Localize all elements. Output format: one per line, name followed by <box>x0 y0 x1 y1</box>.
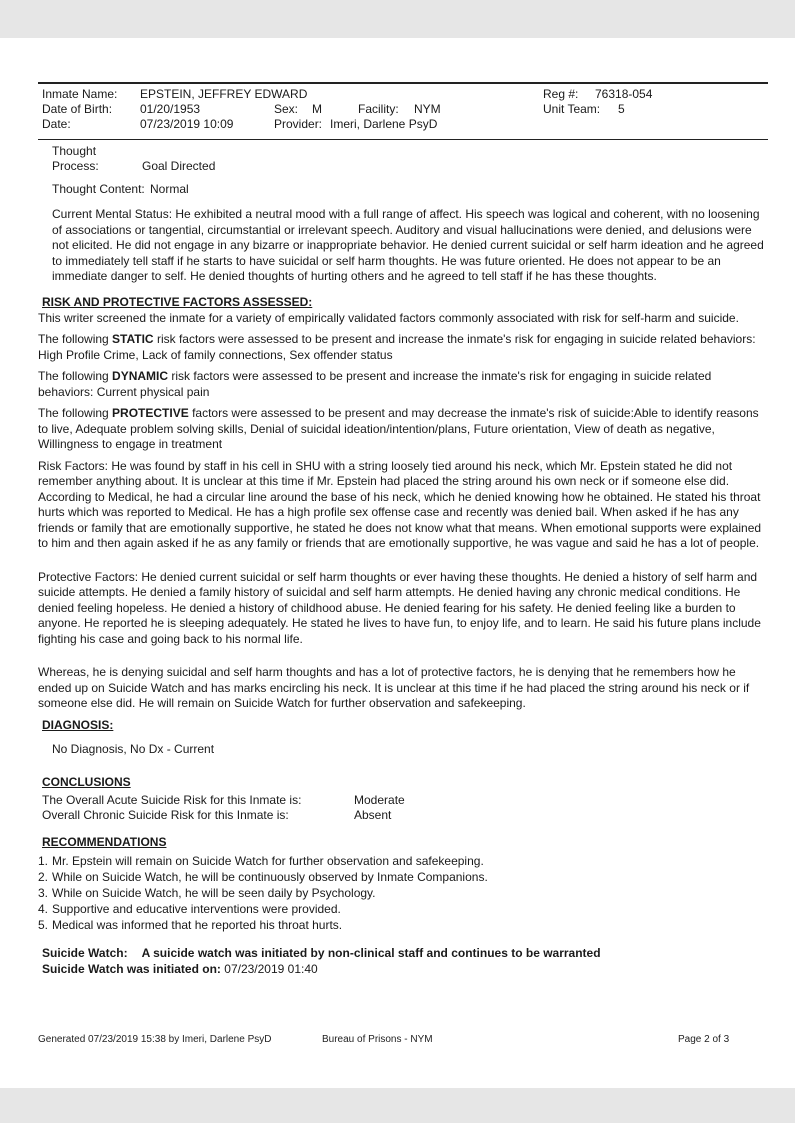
thought-content <box>52 182 768 197</box>
footer-generated: Generated 07/23/2019 15:38 by Imeri, Darlene PsyD <box>38 1034 272 1045</box>
date-value: 07/23/2019 10:09 <box>140 117 234 131</box>
acute-risk-value: Moderate <box>354 792 405 807</box>
conclusions-block <box>42 793 768 823</box>
page-footer <box>38 1034 738 1048</box>
dob-label: Date of Birth: <box>42 102 113 116</box>
protective-keyword: PROTECTIVE <box>112 406 189 420</box>
whereas-summary: Whereas, he is denying suicidal and self harm thoughts and has a lot of protective factors, he is denying that he remembers how he ended up on Suicide Watch and has marks encircling his neck. It is unclear at this time if he had placed the string around his neck or if someone else did. He will remain on Suicide Watch for further observation and safekeeping. <box>38 665 750 710</box>
risk-section-heading: RISK AND PROTECTIVE FACTORS ASSESSED: <box>42 294 313 309</box>
chronic-risk-row <box>42 808 768 823</box>
list-item: 4. Supportive and educative interventions were provided. <box>38 901 341 916</box>
unit-team-label: Unit Team: <box>543 102 601 116</box>
thought-process-value: Goal Directed <box>142 159 216 173</box>
list-item: 3. While on Suicide Watch, he will be seen daily by Psychology. <box>38 885 376 900</box>
risk-factors-narrative: Risk Factors: He was found by staff in his cell in SHU with a string loosely tied around his neck, which Mr. Epstein stated he did not remember anything about. It is unclear at this time if Mr. Epstein had placed the string around his own neck or if someone else did. According to Medical, he had a circular line around the base of his neck, which he denied knowing how he obtained. He stated his throat hurts which was reported to Medical. He has a high profile sex offense case and recently was denied bail. When asked if he has any friends or family that are emotionally supportive, he stated he does not know what that means. When emotional supports were explained to him and then again asked if he as any family or friends that are emotionally supportive, he was vague and said he has a lot of people. <box>38 458 762 550</box>
thought-content-label: Thought Content: <box>52 182 145 196</box>
thought-process-label: Thought Process: <box>52 144 99 173</box>
thought-process <box>52 144 768 174</box>
suicide-watch-initiated-line <box>42 961 768 977</box>
suicide-watch-label: Suicide Watch: <box>42 945 128 960</box>
footer-bureau: Bureau of Prisons - NYM <box>322 1034 433 1045</box>
protective-factors-list: The following PROTECTIVE factors were assessed to be present and may decrease the inmate's risk of suicide:Able to identify reasons to live, Adequate problem solving skills, Denial of suicidal ideation/intention/plans, Future orientation, View of death as negative, Willingness to engage in treatment <box>38 406 759 451</box>
recommendations-heading: RECOMMENDATIONS <box>42 834 167 849</box>
list-item: 2. While on Suicide Watch, he will be continuously observed by Inmate Companions. <box>38 869 488 884</box>
provider-value: Imeri, Darlene PsyD <box>330 117 438 131</box>
acute-risk-row <box>42 793 768 808</box>
inmate-name: EPSTEIN, JEFFREY EDWARD <box>140 87 308 101</box>
list-item: 1. Mr. Epstein will remain on Suicide Watch for further observation and safekeeping. <box>38 853 484 868</box>
scan-margin-bottom <box>0 1088 795 1123</box>
chronic-risk-value: Absent <box>354 807 392 822</box>
scan-margin-top <box>0 0 795 38</box>
dob-value: 01/20/1953 <box>140 102 201 116</box>
sex-label: Sex: <box>274 102 299 116</box>
list-item: 5. Medical was informed that he reported his throat hurts. <box>38 917 343 932</box>
diagnosis-heading: DIAGNOSIS: <box>42 717 114 732</box>
recommendations-list <box>38 853 768 933</box>
chronic-risk-label: Overall Chronic Suicide Risk for this Inmate is: <box>42 807 289 822</box>
static-keyword: STATIC <box>112 332 154 346</box>
suicide-watch-initiated-value: 07/23/2019 01:40 <box>224 961 318 976</box>
current-mental-status: Current Mental Status: He exhibited a neutral mood with a full range of affect. His speech was logical and coherent, with no loosening of associations or tangential, circumstantial or irrelevant speech. Auditory and visual hallucinations were denied, and delusions were not elicited. He did not engage in any bizarre or inappropriate behavior. He denied current suicidal or self harm ideation and he agreed to immediately tell staff if he starts to have suicidal or self harm thoughts. He was future oriented. He does not appear to be an immediate danger to self. He denied thoughts of hurting others and he agreed to tell staff if he has these thoughts. <box>52 207 764 283</box>
risk-intro: This writer screened the inmate for a variety of empirically validated factors commonly associated with risk for self-harm and suicide. <box>38 310 739 325</box>
conclusions-heading: CONCLUSIONS <box>42 774 131 789</box>
dynamic-risk-factors: The following DYNAMIC risk factors were assessed to be present and increase the inmate's risk for engaging in suicide related behaviors: Current physical pain <box>38 369 712 399</box>
thought-content-value: Normal <box>150 182 189 196</box>
inmate-header <box>38 87 768 139</box>
suicide-watch-status: A suicide watch was initiated by non-clinical staff and continues to be warranted <box>141 945 601 960</box>
sex-value: M <box>312 102 322 116</box>
protective-factors-narrative: Protective Factors: He denied current suicidal or self harm thoughts or ever having these thoughts. He denied a history of self harm and suicide attempts. He denied a family history of suicidal and self harm attempts. He denied having any chronic medical conditions. He denied feeling hopeless. He denied a history of childhood abuse. He denied fearing for his safety. He denied feeling like a burden to anyone. He reported he is sleeping adequately. He stated he lives to have fun, to enjoy life, and to learn. He said his future plans include fighting his case and going back to his normal life. <box>38 569 761 646</box>
static-risk-factors: The following STATIC risk factors were assessed to be present and increase the inmate's risk for engaging in suicide related behaviors: High Profile Crime, Lack of family connections, Sex offender status <box>38 332 756 362</box>
header-top-rule <box>38 82 768 84</box>
footer-page-number: Page 2 of 3 <box>678 1034 730 1045</box>
suicide-watch-status-line <box>42 945 768 961</box>
reg-label: Reg #: <box>543 87 579 101</box>
date-label: Date: <box>42 117 71 131</box>
suicide-watch-block <box>42 945 768 977</box>
facility-value: NYM <box>414 102 441 116</box>
reg-number: 76318-054 <box>595 87 653 101</box>
acute-risk-label: The Overall Acute Suicide Risk for this Inmate is: <box>42 792 302 807</box>
suicide-watch-initiated-label: Suicide Watch was initiated on: <box>42 961 221 976</box>
inmate-name-label: Inmate Name: <box>42 87 118 101</box>
header-bottom-rule <box>38 139 768 140</box>
document-page <box>38 82 768 977</box>
diagnosis-text: No Diagnosis, No Dx - Current <box>52 741 215 756</box>
unit-team-value: 5 <box>618 102 625 116</box>
facility-label: Facility: <box>358 102 399 116</box>
provider-label: Provider: <box>274 117 323 131</box>
dynamic-keyword: DYNAMIC <box>112 369 169 383</box>
